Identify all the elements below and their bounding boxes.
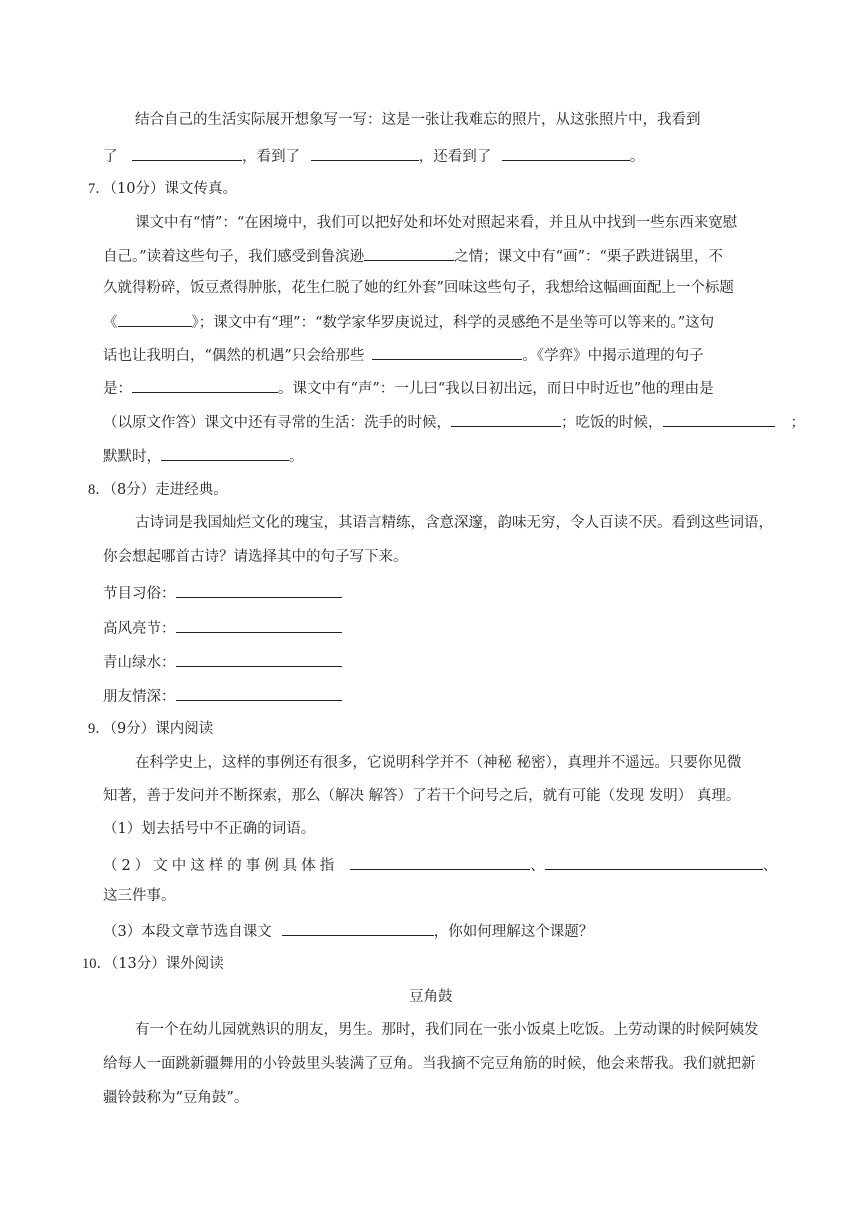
q7-line-5b: 。《学弈》中揭示道理的句子 [522,348,704,364]
q6-line2 [103,145,644,167]
q7-line-5a: 话也让我明白，“偶然的机遇”只会给那些 [103,348,365,364]
q9-blank-example-1[interactable] [350,854,530,870]
q9-sub-3 [103,920,593,942]
q7-line-4a: 《 [103,315,118,331]
q8-heading [88,480,228,500]
q7-line-2a: 自己。”读着这些句子，我们感受到鲁滨逊 [103,249,365,265]
q7-line-2 [103,245,723,267]
q8-blank-integrity[interactable] [176,617,342,633]
q9-sub-2a: （2）文中这样的事例具体指 [103,858,339,874]
q7-line-7 [103,411,805,433]
q10-essay-title: 豆角鼓 [409,989,453,1005]
q6-blank-1[interactable] [132,145,242,161]
q9-line-1: 在科学史上，这样的事例还有很多，它说明科学并不（神秘 秘密），真理并不遥远。只要你见微 [135,755,742,771]
q7-line-4b: 》；课文中有“理”：“数学家华罗庚说过，科学的灵感绝不是坐等可以等来的。”这句 [191,315,715,331]
q6-intro: 结合自己的生活实际展开想象写一写：这是一张让我难忘的照片，从这张照片中，我看到 [135,112,701,128]
q7-blank-title[interactable] [118,311,192,327]
q8-blank-friendship[interactable] [176,685,342,701]
q8-item-friendship [103,685,342,707]
q7-line-4 [103,311,714,333]
q8-item-label: 节目习俗： [103,586,176,602]
q8-item-label: 青山绿水： [103,655,176,671]
q8-blank-customs[interactable] [176,582,342,598]
q7-line-3: 久就得粉碎，饭豆煮得肿胀，花生仁脱了她的红外套”回味这些句子，我想给这幅画面配上一个标题 [103,280,734,296]
q7-blank-silent[interactable] [161,445,289,461]
q9-sub-3b: ，你如何理解这个课题？ [433,924,594,940]
q6-text-2: ，看到了 [242,149,301,165]
q6-text-1: 了 [103,149,118,165]
q10-line-3: 疆铃鼓称为“豆角鼓”。 [103,1090,249,1106]
q9-sep-1: 、 [530,858,545,874]
q7-title: 课文传真。 [164,181,237,197]
q8-line-1: 古诗词是我国灿烂文化的瑰宝，其语言精练，含意深邃，韵味无穷，令人百读不厌。看到这些词语， [135,515,773,531]
q8-item-customs [103,582,342,604]
q7-blank-emotion[interactable] [364,245,454,261]
q7-score: （10分） [109,181,165,197]
q8-blank-scenery[interactable] [176,651,342,667]
q7-line-8b: 。 [289,449,304,465]
q10-line-1: 有一个在幼儿园就熟识的朋友，男生。那时，我们同在一张小饭桌上吃饭。上劳动课的时候阿姨发 [135,1022,759,1038]
q7-line-6b: 。课文中有“声”：一儿曰“我以日初出远，而日中时近也”他的理由是 [278,381,714,397]
q10-heading [82,954,224,974]
q7-blank-chance[interactable] [372,344,522,360]
q8-item-integrity [103,617,342,639]
q7-line-1: 课文中有“情”：“在困境中，我们可以把好处和坏处对照起来看，并且从中找到一些东西来宽慰 [135,215,738,231]
q6-text-3: ，还看到了 [418,149,492,165]
q10-score: （13分） [111,956,166,972]
q7-blank-xueyi[interactable] [132,377,278,393]
q6-text-4: 。 [629,149,645,165]
q7-heading [88,179,237,199]
q9-sep-2: 、 [762,858,778,874]
q7-blank-eating[interactable] [663,411,775,427]
q10-line-2: 给每人一面跳新疆舞用的小铃鼓里头装满了豆角。当我摘不完豆角筋的时候，他会来帮我。我们就把新 [103,1056,756,1072]
q10-title: 课外阅读 [165,956,224,972]
q7-line-6a: 是： [103,381,132,397]
q7-line-7c: ； [790,415,805,431]
q10-number: 10． [82,956,111,972]
q7-line-7a: （以原文作答）课文中还有寻常的生活：洗手的时候， [103,415,451,431]
q9-sub-2 [103,854,777,876]
q7-line-5 [103,344,704,366]
q9-blank-example-2[interactable] [545,854,763,870]
q9-blank-lesson[interactable] [282,920,434,936]
q9-number: 9． [88,721,110,737]
q7-line-7b: ；吃饭的时候， [561,415,663,431]
q9-sub-3a: （3）本段文章节选自课文 [103,924,272,940]
q7-number: 7． [88,181,110,197]
q7-blank-washing[interactable] [451,411,561,427]
q9-sub-2-end: 这三件事。 [103,888,176,904]
q9-title: 课内阅读 [155,721,214,737]
q6-blank-2[interactable] [311,145,419,161]
q9-sub-1: （1）划去括号中不正确的词语。 [103,821,316,837]
q8-line-2: 你会想起哪首古诗？请选择其中的句子写下来。 [103,549,408,565]
q9-score: （9分） [109,721,156,737]
q7-line-2b: 之情；课文中有“画”：“栗子跌进锅里，不 [454,249,723,265]
q7-line-6 [103,377,714,399]
q8-item-scenery [103,651,342,673]
q8-number: 8． [88,482,110,498]
q9-heading [88,719,213,739]
q8-score: （8分） [109,482,156,498]
q8-item-label: 朋友情深： [103,689,176,705]
q8-item-label: 高风亮节： [103,621,176,637]
q6-blank-3[interactable] [502,145,630,161]
q7-line-8 [103,445,304,467]
q7-line-8a: 默默时， [103,449,161,465]
q8-title: 走进经典。 [155,482,228,498]
q9-line-2: 知著，善于发问并不断探索，那么（解决 解答）了若干个问号之后，就有可能（发现 发明） 真理。 [103,788,741,804]
